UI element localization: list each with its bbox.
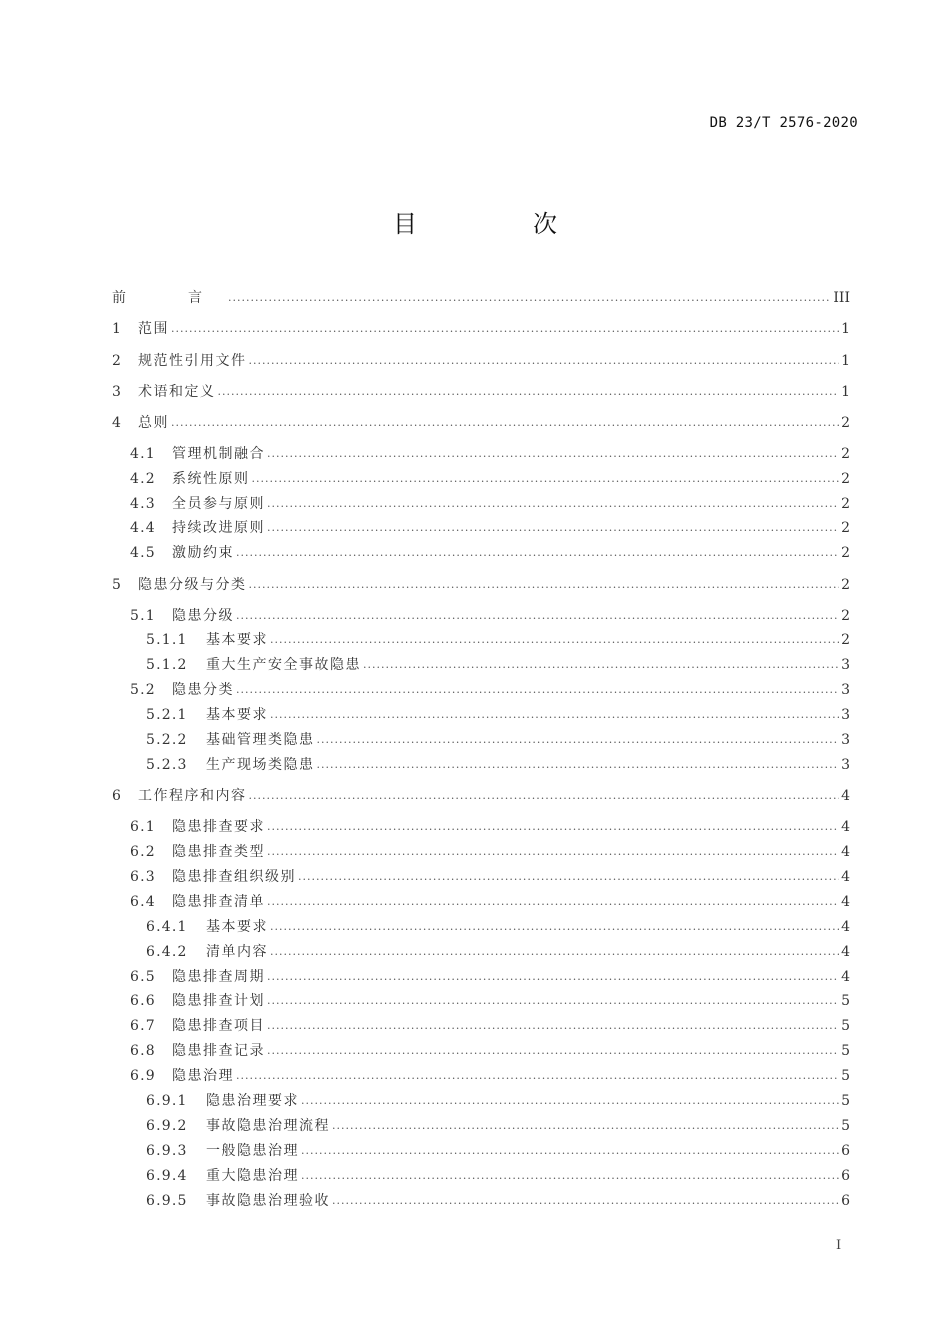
toc-dot-leader xyxy=(363,655,839,675)
toc-entry-number: 4.5 xyxy=(130,545,156,561)
toc-entry-label: 前 言 xyxy=(112,290,226,306)
toc-entry-label: 清单内容 xyxy=(206,944,268,960)
toc-entry-page: 2 xyxy=(841,608,850,624)
toc-entry[interactable] xyxy=(130,494,850,514)
toc-entry-number: 6.5 xyxy=(130,969,156,985)
toc-dot-leader xyxy=(298,867,839,887)
toc-entry-number: 5.1.2 xyxy=(146,657,188,673)
toc-dot-leader xyxy=(267,1016,839,1036)
toc-entry-label: 隐患排查项目 xyxy=(172,1018,265,1034)
toc-dot-leader xyxy=(236,680,839,700)
toc-entry[interactable] xyxy=(112,351,850,371)
toc-entry[interactable] xyxy=(130,444,850,464)
toc-entry-number: 6.3 xyxy=(130,869,156,885)
toc-dot-leader xyxy=(270,630,839,650)
toc-entry-page: 3 xyxy=(841,682,850,698)
toc-entry-number: 5.2.1 xyxy=(146,707,188,723)
toc-entry-label: 规范性引用文件 xyxy=(138,353,247,369)
toc-dot-leader xyxy=(317,730,840,750)
toc-entry[interactable] xyxy=(146,755,850,775)
toc-entry-page: 3 xyxy=(841,732,850,748)
toc-entry[interactable] xyxy=(130,543,850,563)
toc-entry-label: 基本要求 xyxy=(206,707,268,723)
toc-entry-page: 6 xyxy=(841,1168,850,1184)
toc-entry-number: 6 xyxy=(112,788,123,804)
toc-dot-leader xyxy=(267,892,839,912)
toc-entry-label: 生产现场类隐患 xyxy=(206,757,315,773)
toc-dot-leader xyxy=(267,991,839,1011)
toc-entry-label: 隐患排查记录 xyxy=(172,1043,265,1059)
toc-entry[interactable] xyxy=(130,967,850,987)
toc-entry-page: 3 xyxy=(841,707,850,723)
toc-entry-page: 1 xyxy=(841,321,850,337)
toc-entry-label: 全员参与原则 xyxy=(172,496,265,512)
toc-entry-number: 6.8 xyxy=(130,1043,156,1059)
toc-entry[interactable] xyxy=(146,630,850,650)
toc-entry[interactable] xyxy=(130,1066,850,1086)
toc-dot-leader xyxy=(171,413,839,433)
toc-entry[interactable] xyxy=(146,705,850,725)
page-number: I xyxy=(836,1238,842,1253)
toc-dot-leader xyxy=(267,817,839,837)
toc-entry-page: 2 xyxy=(841,577,850,593)
toc-entry-number: 5.2.3 xyxy=(146,757,188,773)
toc-entry-page: 4 xyxy=(841,969,850,985)
toc-entry-page: 6 xyxy=(841,1193,850,1209)
toc-entry-label: 隐患排查组织级别 xyxy=(172,869,296,885)
toc-entry-page: 2 xyxy=(841,446,850,462)
toc-dot-leader xyxy=(249,575,840,595)
toc-dot-leader xyxy=(267,967,839,987)
toc-title: 目 次 xyxy=(393,210,603,238)
toc-entry-number: 5.1.1 xyxy=(146,632,188,648)
toc-entry-number: 6.1 xyxy=(130,819,156,835)
toc-dot-leader xyxy=(218,382,840,402)
toc-entry[interactable] xyxy=(130,842,850,862)
toc-entry-label: 隐患分级与分类 xyxy=(138,577,247,593)
toc-entry-number: 6.9.3 xyxy=(146,1143,188,1159)
toc-entry-page: 4 xyxy=(841,894,850,910)
toc-dot-leader xyxy=(301,1141,839,1161)
toc-entry-label: 隐患治理要求 xyxy=(206,1093,299,1109)
toc-dot-leader xyxy=(267,1041,839,1061)
toc-entry-label: 术语和定义 xyxy=(138,384,216,400)
toc-dot-leader xyxy=(317,755,840,775)
toc-entry[interactable] xyxy=(146,1091,850,1111)
toc-entry[interactable] xyxy=(130,817,850,837)
toc-entry[interactable] xyxy=(146,1141,850,1161)
toc-dot-leader xyxy=(270,917,839,937)
toc-entry-page: 5 xyxy=(841,1093,850,1109)
toc-entry-number: 6.9 xyxy=(130,1068,156,1084)
toc-dot-leader xyxy=(252,469,840,489)
toc-entry[interactable] xyxy=(146,730,850,750)
toc-dot-leader xyxy=(267,444,839,464)
toc-entry-label: 隐患治理 xyxy=(172,1068,234,1084)
toc-dot-leader xyxy=(236,606,839,626)
toc-entry-label: 工作程序和内容 xyxy=(138,788,247,804)
toc-entry-label: 隐患排查计划 xyxy=(172,993,265,1009)
toc-entry-number: 4 xyxy=(112,415,123,431)
toc-entry-number: 2 xyxy=(112,353,123,369)
toc-entry[interactable] xyxy=(112,319,850,339)
toc-entry-number: 4.1 xyxy=(130,446,156,462)
toc-entry[interactable] xyxy=(112,575,850,595)
toc-entry-number: 6.4.2 xyxy=(146,944,188,960)
toc-entry-number: 5.2 xyxy=(130,682,156,698)
toc-dot-leader xyxy=(171,319,839,339)
toc-entry-number: 3 xyxy=(112,384,123,400)
toc-dot-leader xyxy=(301,1166,839,1186)
toc-entry-number: 4.4 xyxy=(130,520,156,536)
toc-entry-label: 事故隐患治理流程 xyxy=(206,1118,330,1134)
toc-entry[interactable] xyxy=(146,1166,850,1186)
toc-dot-leader xyxy=(267,842,839,862)
toc-entry[interactable] xyxy=(130,469,850,489)
toc-entry-label: 隐患分类 xyxy=(172,682,234,698)
toc-entry-label: 管理机制融合 xyxy=(172,446,265,462)
toc-entry-page: III xyxy=(833,290,850,306)
toc-entry[interactable] xyxy=(146,1191,850,1211)
toc-entry-page: 2 xyxy=(841,415,850,431)
toc-entry-page: 2 xyxy=(841,496,850,512)
toc-dot-leader xyxy=(270,942,839,962)
toc-dot-leader xyxy=(270,705,839,725)
toc-entry-page: 2 xyxy=(841,471,850,487)
toc-entry-number: 6.9.1 xyxy=(146,1093,188,1109)
toc-entry-label: 系统性原则 xyxy=(172,471,250,487)
toc-entry[interactable] xyxy=(146,942,850,962)
toc-entry-page: 5 xyxy=(841,993,850,1009)
toc-entry-label: 重大生产安全事故隐患 xyxy=(206,657,361,673)
toc-entry[interactable] xyxy=(130,991,850,1011)
toc-entry[interactable] xyxy=(130,867,850,887)
toc-entry[interactable] xyxy=(130,518,850,538)
toc-entry-label: 基础管理类隐患 xyxy=(206,732,315,748)
toc-entry[interactable] xyxy=(112,786,850,806)
toc-entry-page: 2 xyxy=(841,632,850,648)
toc-entry-label: 总则 xyxy=(138,415,169,431)
toc-dot-leader xyxy=(267,494,839,514)
toc-entry-label: 事故隐患治理验收 xyxy=(206,1193,330,1209)
toc-entry-number: 5 xyxy=(112,577,123,593)
toc-entry-page: 1 xyxy=(841,384,850,400)
toc-entry-number: 4.2 xyxy=(130,471,156,487)
toc-entry[interactable] xyxy=(130,606,850,626)
toc-entry-number: 5.2.2 xyxy=(146,732,188,748)
toc-entry-page: 2 xyxy=(841,520,850,536)
toc-entry-number: 6.9.5 xyxy=(146,1193,188,1209)
toc-entry-page: 6 xyxy=(841,1143,850,1159)
toc-entry-page: 3 xyxy=(841,757,850,773)
toc-entry-page: 5 xyxy=(841,1018,850,1034)
toc-entry-page: 4 xyxy=(841,788,850,804)
toc-entry[interactable] xyxy=(112,382,850,402)
toc-dot-leader xyxy=(249,351,840,371)
toc-entry[interactable] xyxy=(130,680,850,700)
toc-entry-number: 6.2 xyxy=(130,844,156,860)
toc-entry-number: 4.3 xyxy=(130,496,156,512)
toc-entry-page: 5 xyxy=(841,1043,850,1059)
toc-entry-number: 6.7 xyxy=(130,1018,156,1034)
toc-dot-leader xyxy=(236,543,839,563)
toc-entry-number: 6.9.4 xyxy=(146,1168,188,1184)
toc-entry-label: 隐患排查清单 xyxy=(172,894,265,910)
standard-code: DB 23/T 2576-2020 xyxy=(709,115,858,131)
toc-entry-number: 6.4 xyxy=(130,894,156,910)
toc-dot-leader xyxy=(228,288,831,308)
toc-entry-label: 持续改进原则 xyxy=(172,520,265,536)
toc-entry[interactable] xyxy=(130,1041,850,1061)
toc-entry[interactable] xyxy=(130,1016,850,1036)
toc-dot-leader xyxy=(236,1066,839,1086)
toc-dot-leader xyxy=(249,786,840,806)
toc-entry-label: 激励约束 xyxy=(172,545,234,561)
toc-entry-page: 4 xyxy=(841,844,850,860)
toc-entry-page: 1 xyxy=(841,353,850,369)
toc-entry-page: 3 xyxy=(841,657,850,673)
toc-entry-label: 隐患排查类型 xyxy=(172,844,265,860)
toc-entry[interactable] xyxy=(146,1116,850,1136)
toc-entry[interactable] xyxy=(130,892,850,912)
toc-entry-label: 基本要求 xyxy=(206,632,268,648)
toc-entry-number: 1 xyxy=(112,321,123,337)
toc-entry-label: 隐患排查要求 xyxy=(172,819,265,835)
toc-entry-number: 6.9.2 xyxy=(146,1118,188,1134)
toc-entry-page: 2 xyxy=(841,545,850,561)
toc-entry-label: 范围 xyxy=(138,321,169,337)
toc-entry[interactable] xyxy=(146,655,850,675)
toc-entry-label: 一般隐患治理 xyxy=(206,1143,299,1159)
toc-dot-leader xyxy=(332,1116,839,1136)
toc-dot-leader xyxy=(267,518,839,538)
toc-dot-leader xyxy=(332,1191,839,1211)
toc-entry-label: 基本要求 xyxy=(206,919,268,935)
toc-entry-page: 5 xyxy=(841,1068,850,1084)
toc-entry-number: 6.4.1 xyxy=(146,919,188,935)
toc-entry[interactable] xyxy=(112,288,850,308)
toc-entry-page: 5 xyxy=(841,1118,850,1134)
toc-entry-number: 6.6 xyxy=(130,993,156,1009)
toc-entry-page: 4 xyxy=(841,944,850,960)
toc-entry-page: 4 xyxy=(841,869,850,885)
toc-entry-label: 隐患排查周期 xyxy=(172,969,265,985)
toc-entry-label: 重大隐患治理 xyxy=(206,1168,299,1184)
toc-entry-page: 4 xyxy=(841,819,850,835)
toc-entry-page: 4 xyxy=(841,919,850,935)
toc-dot-leader xyxy=(301,1091,839,1111)
toc-entry-number: 5.1 xyxy=(130,608,156,624)
toc-entry[interactable] xyxy=(112,413,850,433)
toc-entry-label: 隐患分级 xyxy=(172,608,234,624)
toc-entry[interactable] xyxy=(146,917,850,937)
